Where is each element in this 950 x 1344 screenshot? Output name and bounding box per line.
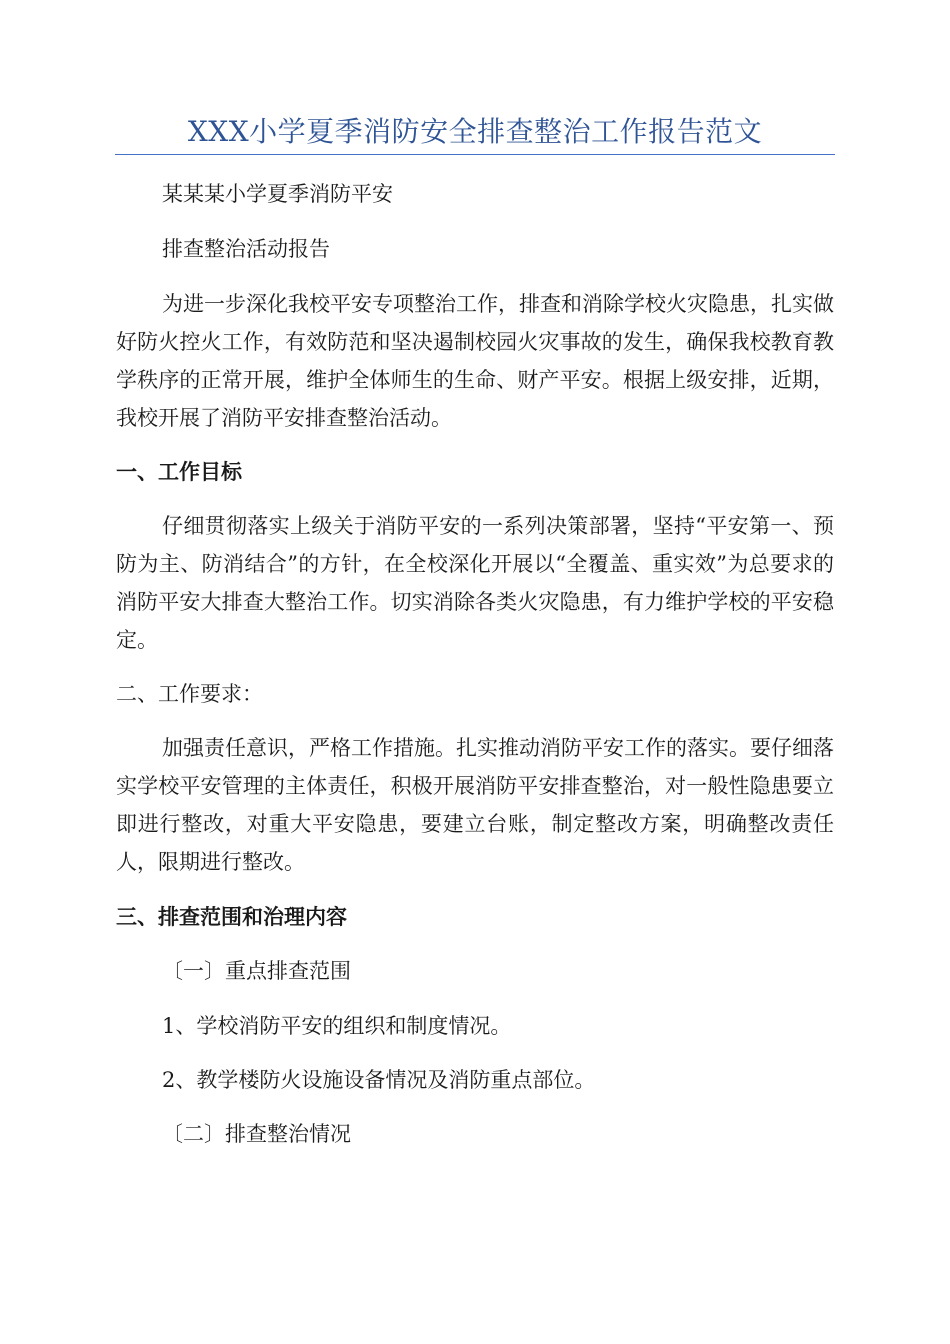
list-item-2: 2、教学楼防火设施设备情况及消防重点部位。 xyxy=(162,1068,596,1092)
title-underline xyxy=(115,154,835,155)
section-1-heading: 一、工作目标 xyxy=(116,459,242,484)
section-2-heading: 二、工作要求： xyxy=(116,682,263,706)
section-1-body: 仔细贯彻落实上级关于消防平安的一系列决策部署，坚持“平安第一、预防为主、防消结合”的方针，在全校深化开展以“全覆盖、重实效”为总要求的消防平安大排查大整治工作。切实消除各类火灾隐患，有力维护学校的平安稳定。 xyxy=(116,514,834,652)
subtitle-line-1: 某某某小学夏季消防平安 xyxy=(162,182,393,206)
section-3-heading: 三、排查范围和治理内容 xyxy=(116,904,347,929)
section-2-body: 加强责任意识，严格工作措施。扎实推动消防平安工作的落实。要仔细落实学校平安管理的主体责任，积极开展消防平安排查整治，对一般性隐患要立即进行整改，对重大平安隐患，要建立台账，制定整改方案，明确整改责任人，限期进行整改。 xyxy=(116,736,834,874)
list-item-1: 1、学校消防平安的组织和制度情况。 xyxy=(162,1014,512,1038)
subsection-1-heading: 〔一〕重点排查范围 xyxy=(162,959,351,983)
intro-paragraph: 为进一步深化我校平安专项整治工作，排查和消除学校火灾隐患，扎实做好防火控火工作，有效防范和坚决遏制校园火灾事故的发生，确保我校教育教学秩序的正常开展，维护全体师生的生命、财产平安。根据上级安排，近期，我校开展了消防平安排查整治活动。 xyxy=(116,292,834,430)
subsection-2-heading: 〔二〕排查整治情况 xyxy=(162,1122,351,1146)
document-title: XXX小学夏季消防安全排查整治工作报告范文 xyxy=(187,115,763,148)
subtitle-line-2: 排查整治活动报告 xyxy=(162,237,330,261)
